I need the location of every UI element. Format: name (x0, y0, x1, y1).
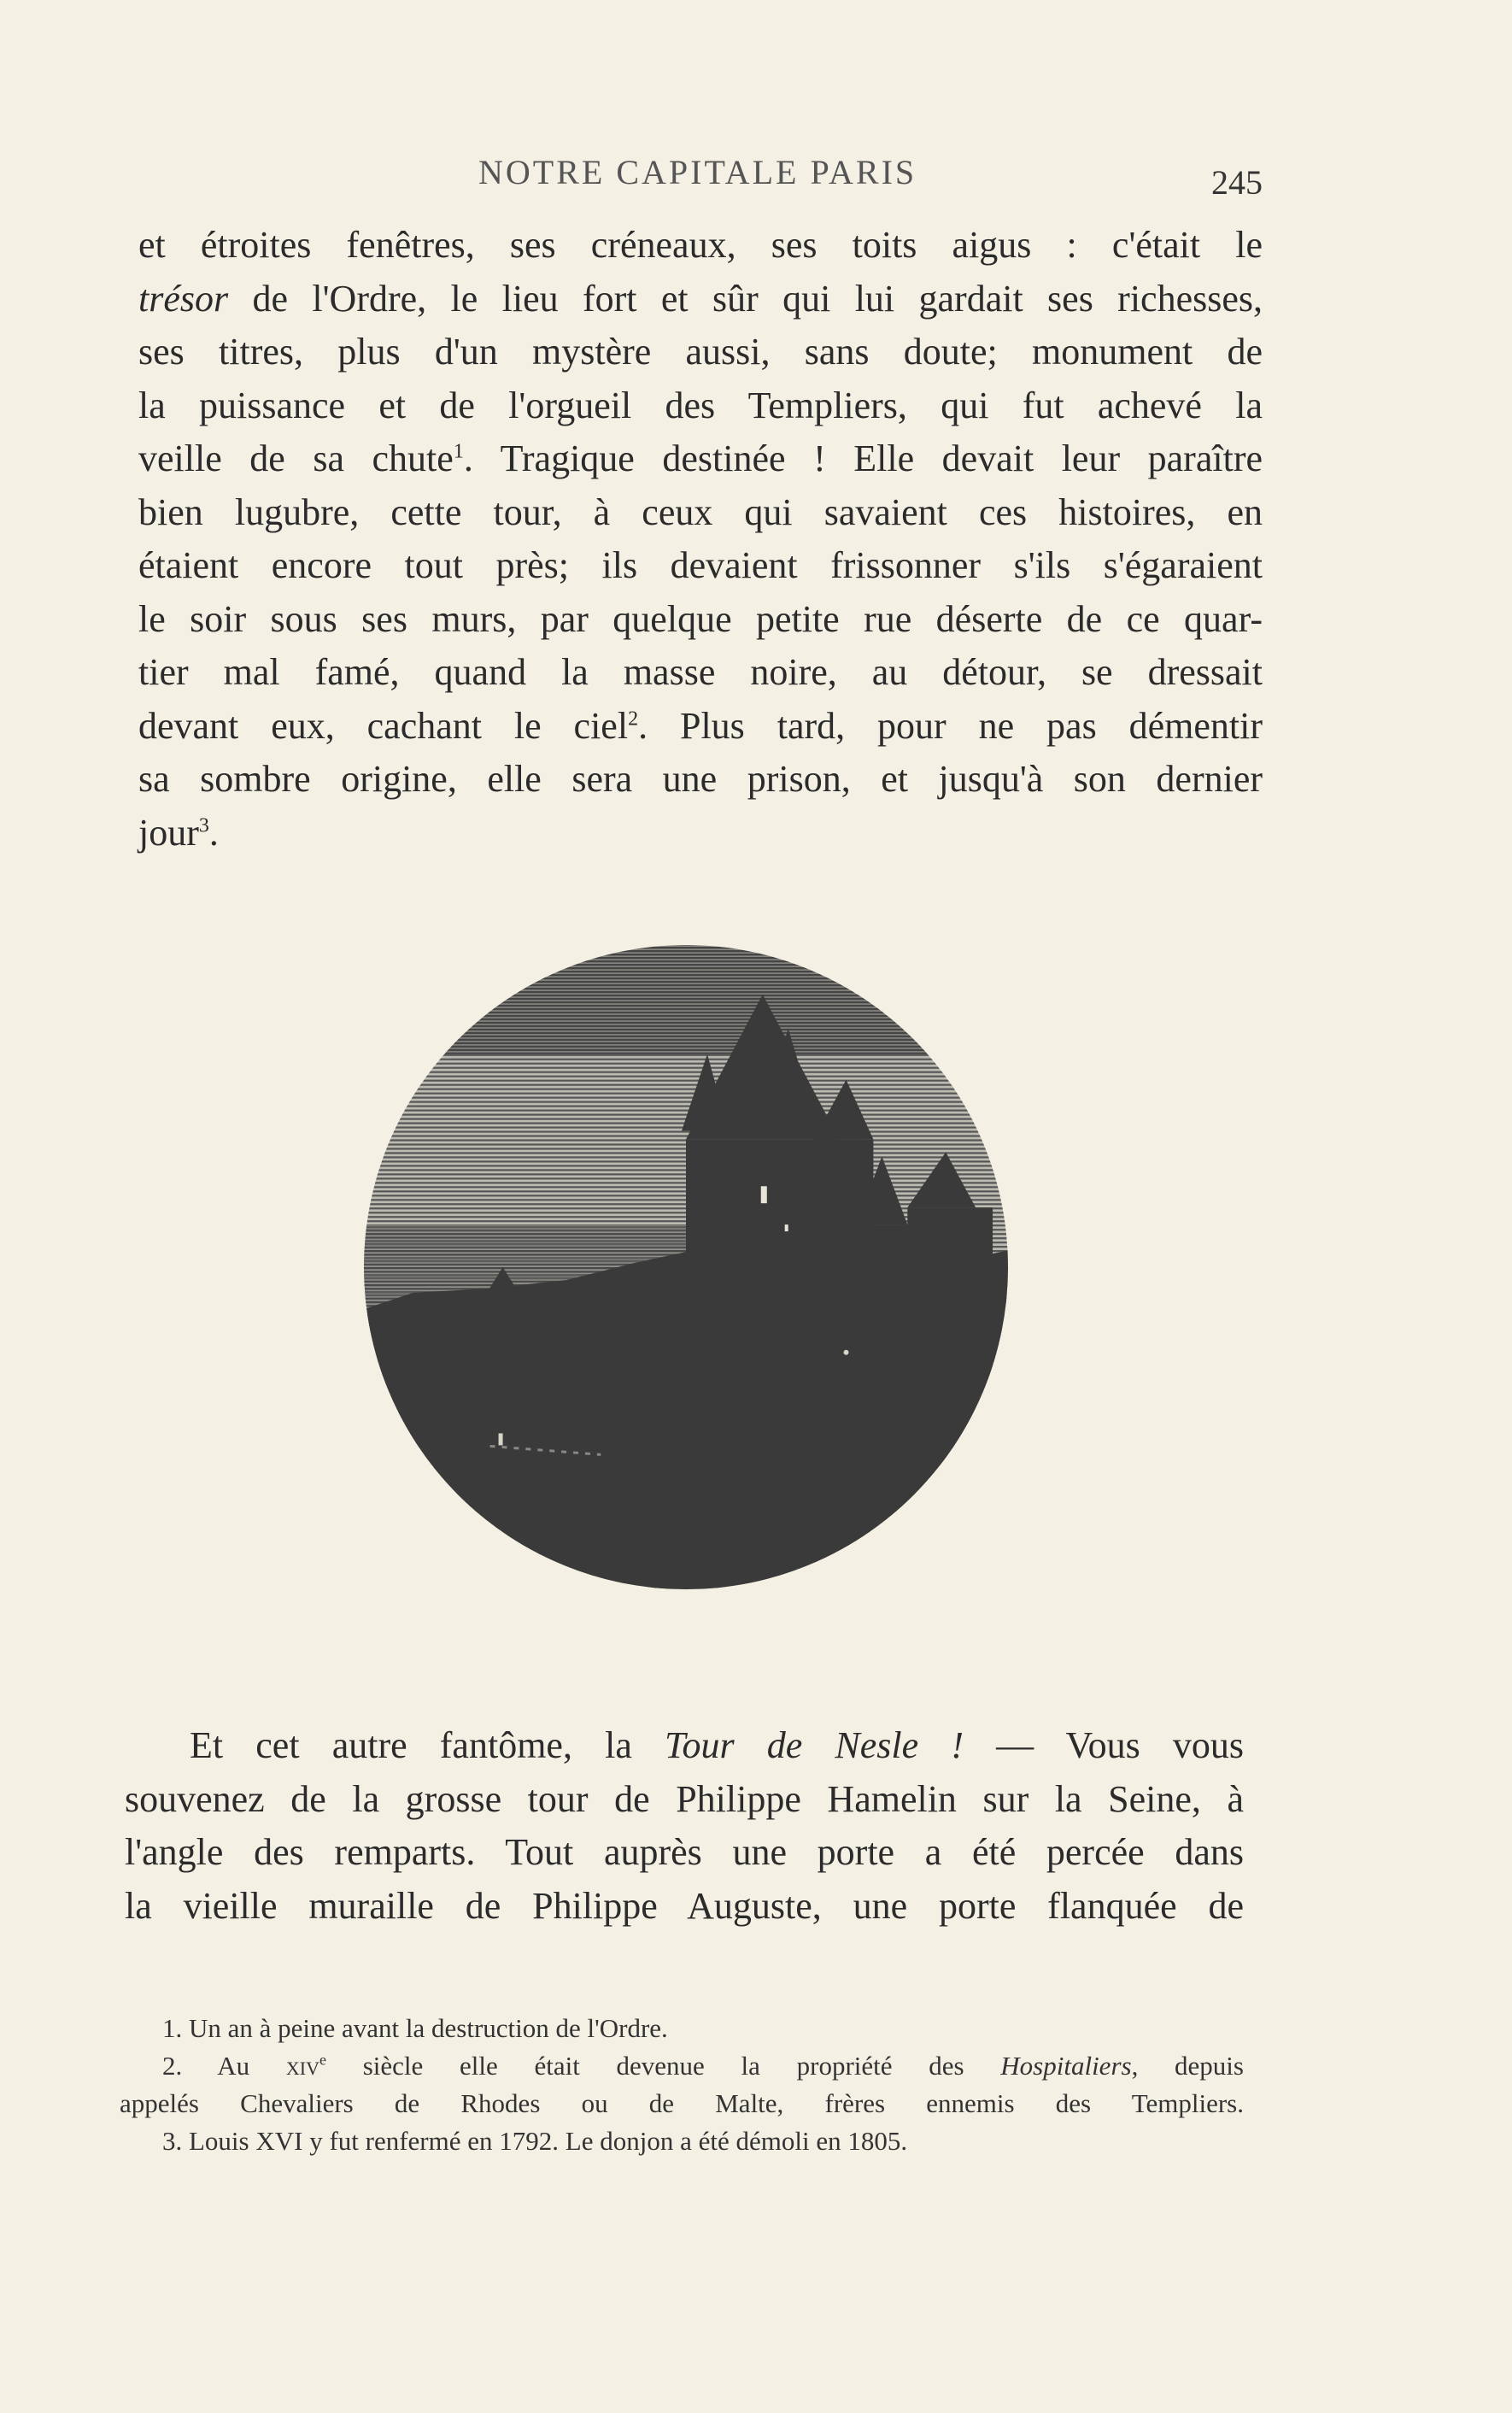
footnote-1: 1. Un an à peine avant la destruction de l'Ordre. (162, 2013, 668, 2043)
footnote-3: 3. Louis XVI y fut renfermé en 1792. Le donjon a été démoli en 1805. (162, 2126, 908, 2156)
text-line: la puissance et de l'orgueil des Templiers, qui fut achevé la (138, 384, 1263, 426)
page-number: 245 (1211, 163, 1263, 202)
text-line: Et cet autre fantôme, la Tour de Nesle ! — Vous vous (190, 1724, 1245, 1766)
text-line: ses titres, plus d'un mystère aussi, sans doute; monument de (138, 331, 1263, 373)
text-line: la vieille muraille de Philippe Auguste, une porte flanquée de (125, 1884, 1244, 1927)
footnote-ref-3: 3 (198, 813, 209, 837)
italic-tour-de-nesle: Tour de Nesle ! (665, 1724, 964, 1766)
footnote-ref-2: 2 (628, 707, 639, 730)
text-line: sa sombre origine, elle sera une prison, et jusqu'à son dernier (138, 758, 1263, 800)
tower-engraving-vignette (362, 943, 1010, 1591)
text-line: jour$^3$. (138, 811, 219, 854)
running-title: NOTRE CAPITALE PARIS (478, 153, 917, 191)
paragraph-tour-de-nesle (125, 1719, 1244, 1933)
text-line: trésor de l'Ordre, le lieu fort et sûr qui lui gardait ses richesses, (138, 277, 1263, 320)
italic-hospitaliers: Hospitaliers (1000, 2051, 1132, 2081)
footnotes (120, 2010, 1244, 2160)
text-line: et étroites fenêtres, ses créneaux, ses toits aigus : c'était le (138, 224, 1263, 266)
paragraph-tower-of-temple (138, 219, 1263, 860)
text-line: le soir sous ses murs, par quelque petite rue déserte de ce quar- (138, 597, 1263, 640)
footnote-ref-1: 1 (453, 440, 464, 463)
text-line: bien lugubre, cette tour, à ceux qui savaient ces histoires, en (138, 490, 1263, 533)
italic-word-tresor: trésor (138, 277, 229, 320)
running-head (0, 152, 1512, 203)
text-line: veille de sa chute$^1$. Tragique destinée ! Elle devait leur paraître (138, 437, 1263, 479)
text-line: étaient encore tout près; ils devaient frissonner s'ils s'égaraient (138, 544, 1263, 586)
text-line: l'angle des remparts. Tout auprès une porte a été percée dans (125, 1831, 1244, 1873)
text-line: devant eux, cachant le ciel$^2$. Plus tard, pour ne pas démentir (138, 704, 1263, 747)
footnote-2-continued: appelés Chevaliers de Rhodes ou de Malte, frères ennemis des Templiers. (120, 2088, 1244, 2118)
footnote-2: 2. Au xiv$^e$ siècle elle était devenue la propriété des Hospitaliers, depuis (162, 2051, 1244, 2081)
text-line: souvenez de la grosse tour de Philippe Hamelin sur la Seine, à (125, 1777, 1244, 1820)
text-line: tier mal famé, quand la masse noire, au détour, se dressait (138, 651, 1263, 693)
